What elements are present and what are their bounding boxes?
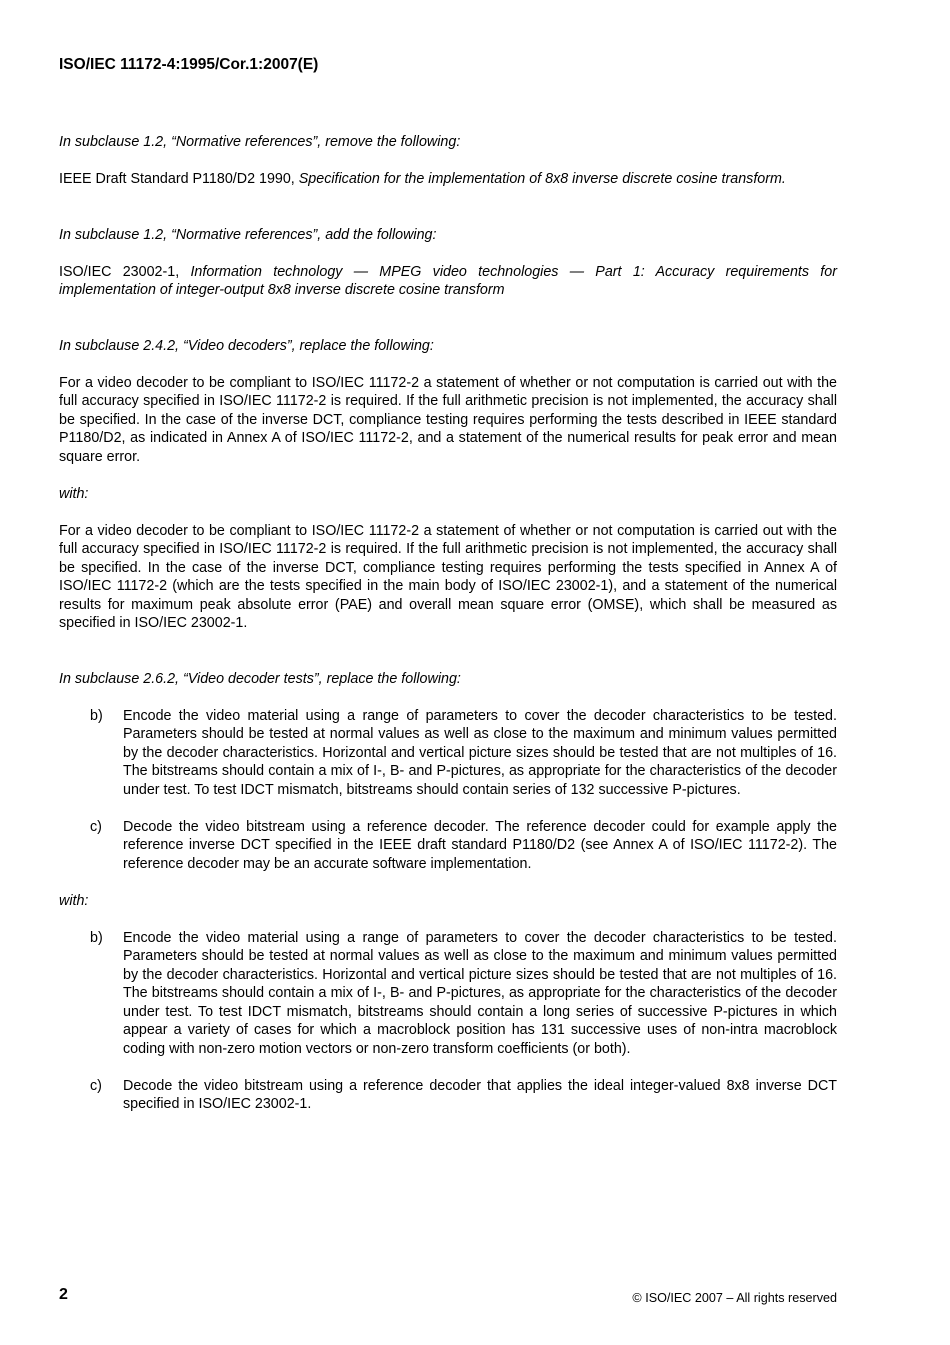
list-item-label: c): [90, 1077, 102, 1094]
list-item: [59, 818, 837, 874]
reference-title: Information technology — MPEG video technologies — Part 1: Accuracy requirements for implementation of integer-output 8x8 inverse discrete cosine transform: [59, 263, 837, 298]
added-reference: [59, 263, 837, 300]
reference-prefix: ISO/IEC 23002-1,: [59, 263, 191, 280]
document-header: ISO/IEC 11172-4:1995/Cor.1:2007(E): [59, 56, 319, 73]
list-item-text: Encode the video material using a range of parameters to cover the decoder characteristics to be tested. Parameters should be tested at normal values as well as close to the maximum and minimum values permitted by the decoder characteristics. Horizontal and vertical picture sizes should be tested that are not multiples of 16. The bitstreams should contain a mix of I-, B- and P-pictures, as appropriate for the characteristics of the decoder under test. To test IDCT mismatch, bitstreams should contain series of 132 successive P-pictures.: [123, 707, 837, 798]
replacement-paragraph: For a video decoder to be compliant to ISO/IEC 11172-2 a statement of whether or not computation is carried out with the full accuracy specified in ISO/IEC 11172-2 is required. If the full arithmetic precision is not implemented, the accuracy shall be specified. In the case of the inverse DCT, compliance testing requires performing the tests specified in Annex A of ISO/IEC 11172-2 (which are the tests specified in the main body of ISO/IEC 23002-1), and a statement of the numerical results for maximum peak absolute error (PAE) and overall mean square error (OMSE), which shall be measured as specified in ISO/IEC 23002-1.: [59, 522, 837, 631]
list-item: [59, 1077, 837, 1114]
reference-prefix: IEEE Draft Standard P1180/D2 1990,: [59, 171, 299, 187]
reference-title: Specification for the implementation of 8x8 inverse discrete cosine transform.: [298, 171, 786, 187]
list-item-text: Encode the video material using a range of parameters to cover the decoder characteristics to be tested. Parameters should be tested at normal values as well as close to the maximum and minimum values permitted by the decoder characteristics. Horizontal and vertical picture sizes should be tested that are not multiples of 16. The bitstreams should contain a mix of I-, B- and P-pictures, as appropriate for the characteristics of the decoder under test. To test IDCT mismatch, bitstreams should contain a long series of successive P-pictures in which appear a variety of cases for which a macroblock position has 131 successive uses of non-intra macroblock coding with non-zero motion vectors or non-zero transform coefficients (or both).: [123, 929, 837, 1057]
list-item-label: b): [90, 707, 103, 724]
list-item-text: Decode the video bitstream using a reference decoder that applies the ideal integer-valued 8x8 inverse DCT specified in ISO/IEC 23002-1.: [123, 1077, 837, 1112]
list-item: [59, 707, 837, 800]
document-body: [59, 133, 837, 1114]
instruction-replace-decoder-tests: In subclause 2.6.2, “Video decoder tests”, replace the following:: [59, 670, 461, 687]
instruction-replace-video-decoders: In subclause 2.4.2, “Video decoders”, replace the following:: [59, 337, 434, 354]
original-item-list: [59, 707, 837, 874]
page-number: 2: [59, 1286, 68, 1303]
list-item: [59, 929, 837, 1059]
with-label: with:: [59, 485, 89, 502]
list-item-label: c): [90, 818, 102, 835]
list-item-label: b): [90, 929, 103, 946]
original-paragraph: For a video decoder to be compliant to ISO/IEC 11172-2 a statement of whether or not computation is carried out with the full accuracy specified in ISO/IEC 11172-2 is required. If the full arithmetic precision is not implemented, the accuracy shall be specified. In the case of the inverse DCT, compliance testing requires performing the tests described in IEEE standard P1180/D2, as indicated in Annex A of ISO/IEC 11172-2, and a statement of the numerical results for peak error and mean square error.: [59, 374, 837, 465]
instruction-add-reference: In subclause 1.2, “Normative references”, add the following:: [59, 226, 437, 243]
copyright-notice: © ISO/IEC 2007 – All rights reserved: [632, 1291, 837, 1305]
instruction-remove-reference: In subclause 1.2, “Normative references”, remove the following:: [59, 134, 461, 150]
with-label: with:: [59, 892, 89, 909]
list-item-text: Decode the video bitstream using a reference decoder. The reference decoder could for example apply the reference inverse DCT specified in the IEEE draft standard P1180/D2 (see Annex A of ISO/IEC 11172-2). The reference decoder may be an accurate software implementation.: [123, 818, 837, 872]
removed-reference: [59, 170, 837, 189]
replacement-item-list: [59, 929, 837, 1114]
